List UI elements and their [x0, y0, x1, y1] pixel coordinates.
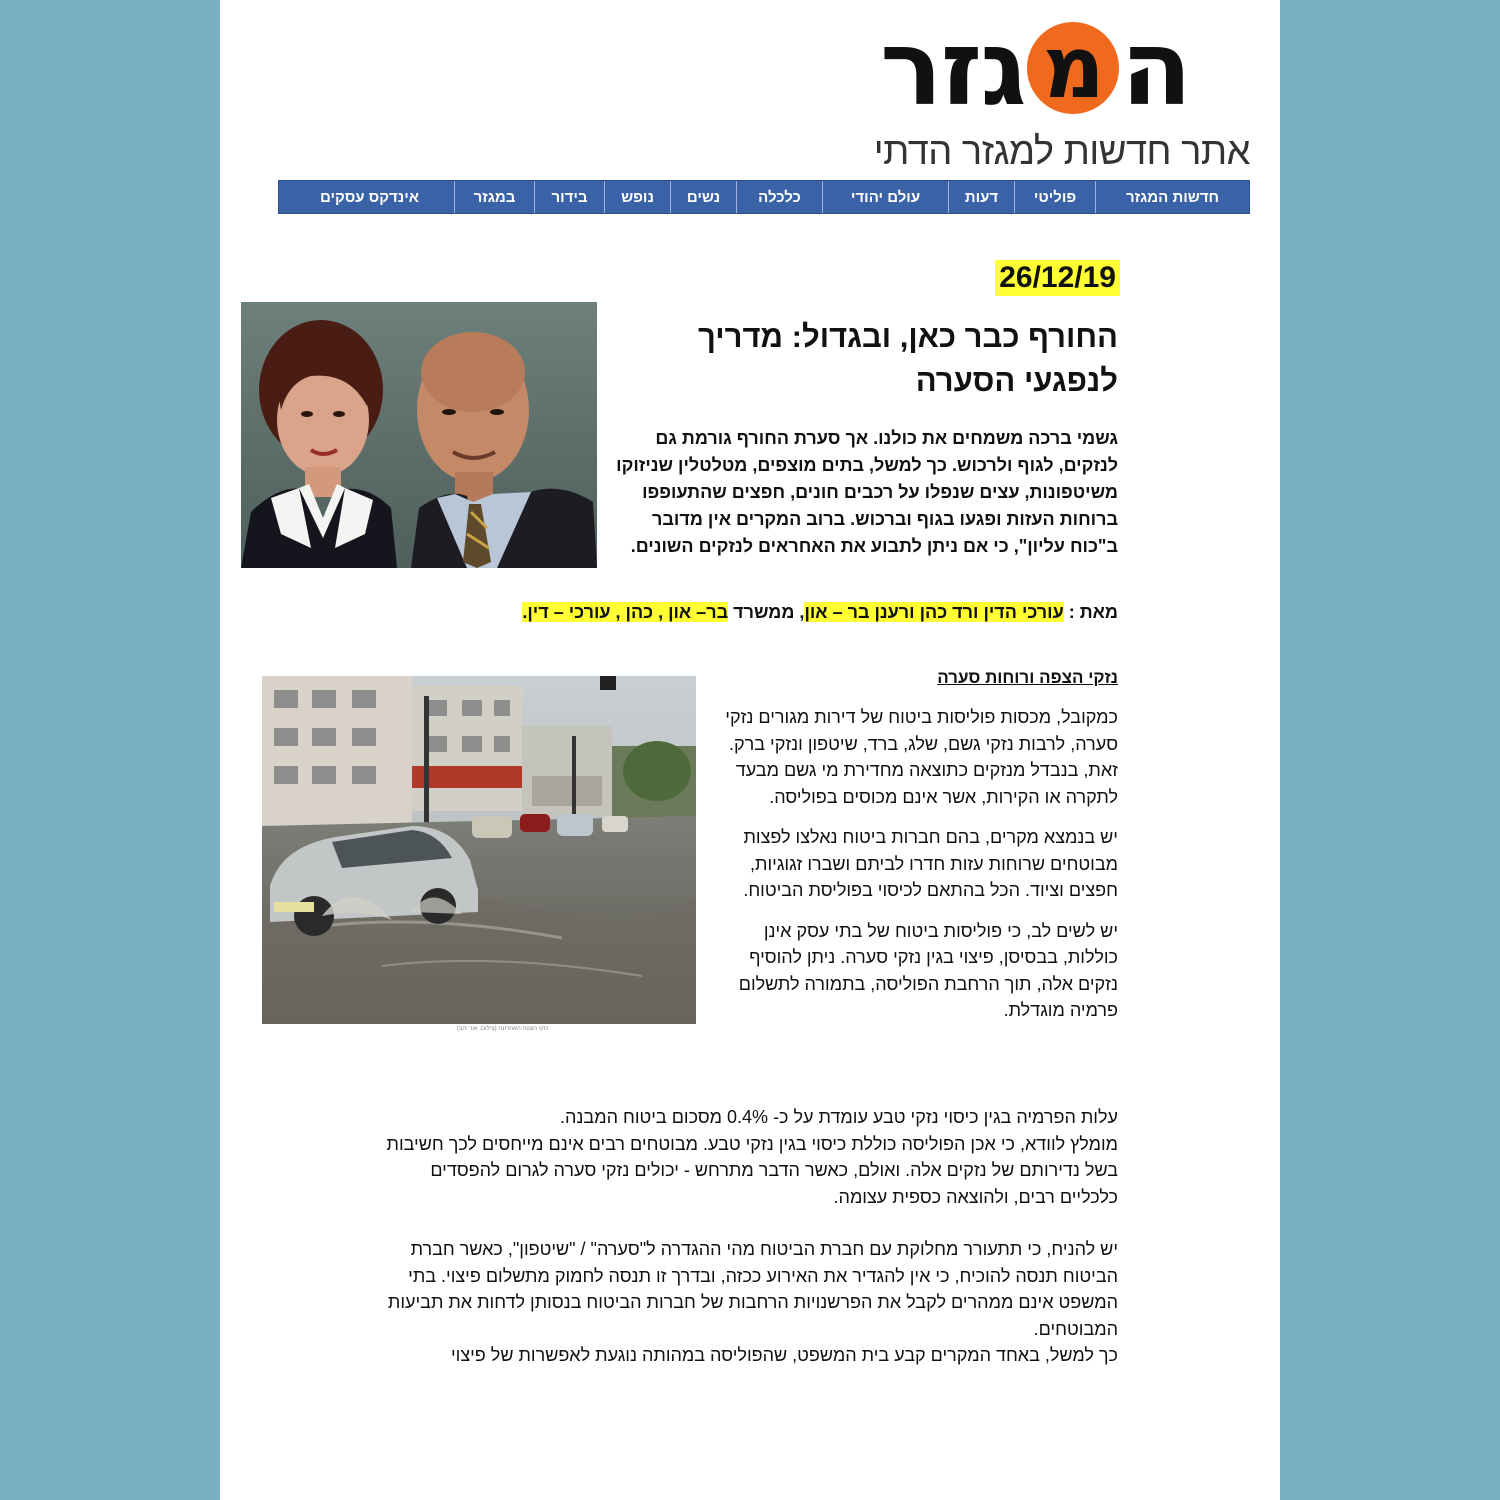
byline-firm: בר– און , כהן , עורכי – דין.	[522, 602, 729, 622]
nav-item-economy[interactable]: כלכלה	[736, 181, 822, 213]
main-nav	[278, 180, 1250, 214]
byline-mid: , ממשרד	[728, 602, 805, 622]
logo-tagline: אתר חדשות למגזר הדתי	[873, 131, 1250, 173]
nav-item-women[interactable]: נשים	[670, 181, 736, 213]
flooded-street-photo	[262, 676, 696, 1024]
paragraph: יש בנמצא מקרים, בהם חברות ביטוח נאלצו לפצות מבוטחים שרוחות עזות חדרו לביתם ושברו זגוגיות, חפצים וציוד. הכל בהתאם לכיסוי בפוליסת הביטוח.	[743, 827, 1118, 900]
article-lead: גשמי ברכה משמחים את כולנו. אך סערת החורף גורמת גם לנזקים, לגוף ולרכוש. כך למשל, בתים מוצפים, מטלטלין שניזוקו משיטפונות, עצים שנפלו על רכבים חונים, חפצים שהתעופפו ברוחות העזות ופגעו בגוף וברכוש. ברוב המקרים אין מדובר ב"כוח עליון", כי אם ניתן לתבוע את האחראים לנזקים השונים.	[616, 428, 1118, 556]
paragraph: עלות הפרמיה בגין כיסוי נזקי טבע עומדת על כ- 0.4% מסכום ביטוח המבנה.	[560, 1107, 1118, 1127]
paragraph: יש לשים לב, כי פוליסות ביטוח של בתי עסק אינן כוללות, בבסיסן, פיצוי בגין נזקי סערה. ניתן להוסיף נזקים אלה, תוך הרחבת הפוליסה, בתמורה לתשלום פרמיה מוגדלת.	[738, 920, 1118, 1020]
wide-text	[378, 1104, 1118, 1369]
flooded-street-illustration	[262, 676, 696, 1024]
photo-caption: נזקי הצפה האחרונה (צילום: אור יהב)	[456, 1026, 548, 1032]
logo-wordmark	[880, 7, 1250, 129]
paragraph: כמקובל, מכסות פוליסות ביטוח של דירות מגורים נזקי סערה, לרבות נזקי גשם, שלג, ברד, שיטפון ונזקי ברק. זאת, בנבדל מנזקים כתוצאה מחדירת מי גשם מבעד לתקרה או הקירות, אשר אינם מכוסים בפוליסה.	[725, 707, 1118, 807]
column-text	[718, 704, 1118, 1038]
nav-item-opinions[interactable]: דעות	[948, 181, 1014, 213]
logo-letter: מ	[1042, 18, 1103, 118]
authors-photo	[241, 302, 597, 568]
nav-item-entertainment[interactable]: בידור	[534, 181, 604, 213]
article-headline: החורף כבר כאן, ובגדול: מדריך לנפגעי הסערה	[698, 319, 1118, 398]
logo-letter: ג	[980, 7, 1025, 129]
paragraph: כך למשל, באחד המקרים קבע בית המשפט, שהפוליסה במהותה נוגעת לאפשרות של פיצוי	[450, 1345, 1118, 1365]
article-date: 26/12/19	[995, 260, 1120, 296]
logo-orange-circle	[1027, 18, 1119, 118]
paragraph: מומלץ לוודא, כי אכן הפוליסה כוללת כיסוי בגין נזקי טבע. מבוטחים רבים אינם מייחסים לכך חשיבות בשל נדירותם של נזקים אלה. ואולם, כאשר הדבר מתרחש - יכולים נזקי סערה לגרום להפסדים כלכליים רבים, ולהוצאה כספית עצומה.	[386, 1133, 1118, 1207]
paragraph-spacer	[378, 1210, 1118, 1236]
byline-prefix: מאת :	[1063, 602, 1118, 622]
nav-item-business-index[interactable]: אינדקס עסקים	[320, 188, 419, 206]
nav-item-politics[interactable]: פוליטי	[1014, 181, 1095, 213]
byline-authors: עורכי הדין ורד כהן ורענן בר – און	[804, 602, 1064, 622]
section-subhead: נזקי הצפה ורוחות סערה	[937, 668, 1118, 687]
logo-letter: ז	[940, 7, 981, 129]
site-logo[interactable]	[850, 7, 1250, 178]
logo-letter: ה	[1120, 7, 1191, 129]
page	[220, 0, 1280, 1500]
nav-item-vacation[interactable]: נופש	[604, 181, 670, 213]
nav-item-sector-news[interactable]: חדשות המגזר	[1095, 181, 1249, 213]
nav-item-jewish-world[interactable]: עולם יהודי	[822, 181, 948, 213]
logo-letter: ר	[880, 7, 941, 129]
paragraph: יש להניח, כי תתעורר מחלוקת עם חברת הביטוח מהי ההגדרה ל"סערה" / "שיטפון", כאשר חברת הביטוח תנסה להוכיח, כי אין להגדיר את האירוע ככזה, ובדרך זו תנסה לחמוק מתשלום פיצוי. בתי המשפט אינם ממהרים לקבל את הפרשנויות הרחבות של חברות הביטוח בנסותן לדחות את תביעות המבוטחים.	[387, 1239, 1118, 1339]
nav-item-in-sector[interactable]: במגזר	[454, 181, 534, 213]
authors-photo-illustration	[241, 302, 597, 568]
article-byline	[398, 598, 1118, 626]
